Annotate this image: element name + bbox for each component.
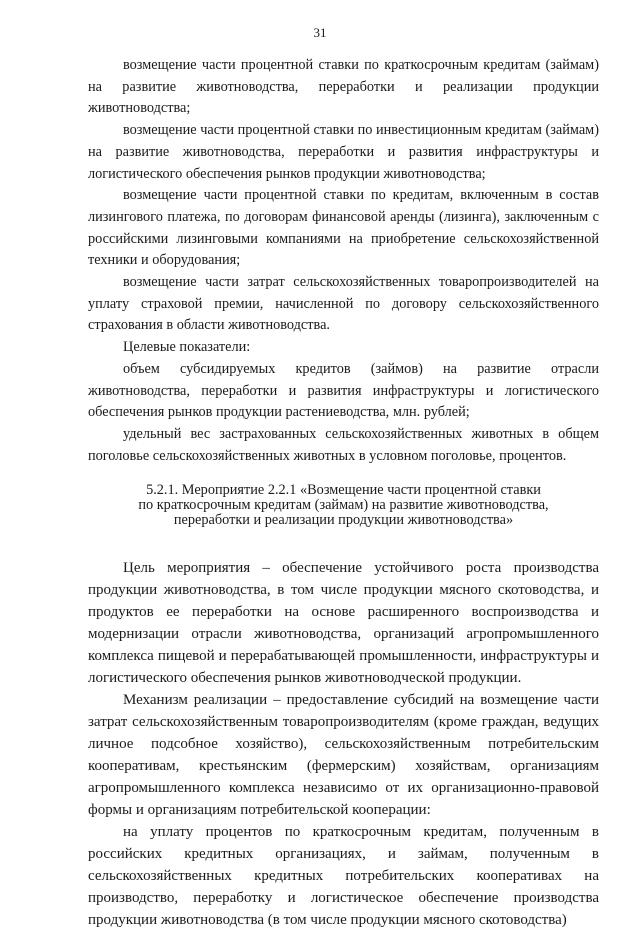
- heading-line: по краткосрочным кредитам (займам) на развитие животноводства,: [138, 496, 549, 513]
- paragraph: возмещение части процентной ставки по инвестиционным кредитам (займам) на развитие животноводства, переработки и развития инфраструктуры и логистического обеспечения рынков продукции животноводства;: [88, 122, 599, 182]
- paragraph: Механизм реализации – предоставление субсидий на возмещение части затрат сельскохозяйственным товаропроизводителям (кроме граждан, ведущих личное подсобное хозяйство), сельскохозяйственным потребительским кооперативам, крестьянским (фермерским) хозяйствам, организациям агропромышленного комплекса независимо от их организационно-правовой формы и организациям потребительской кооперации:: [88, 692, 599, 819]
- section-heading: [88, 483, 599, 527]
- paragraph: Цель мероприятия – обеспечение устойчивого роста производства продукции животноводства, в том числе продукции мясного скотоводства, и продуктов ее переработки на основе расширенного воспроизводства и модернизации отрасли животноводства, организаций агропромышленного комплекса пищевой и перерабатывающей промышленности, инфраструктуры и логистического обеспечения рынков животноводческой продукции.: [88, 560, 599, 687]
- measures-list: [88, 55, 599, 467]
- paragraph: на уплату процентов по краткосрочным кредитам, полученным в российских кредитных организациях, и займам, полученным в сельскохозяйственных кредитных потребительских кооперативах на производство, переработку и логистическое обеспечение производства продукции животноводства (в том числе продукции мясного скотоводства): [88, 824, 599, 929]
- heading-line: 5.2.1. Мероприятие 2.2.1 «Возмещение части процентной ставки: [146, 482, 541, 499]
- paragraph: возмещение части затрат сельскохозяйственных товаропроизводителей на уплату страховой премии, начисленной по договору сельскохозяйственного страхования в области животноводства.: [88, 274, 599, 334]
- heading-line: переработки и реализации продукции животноводства»: [173, 511, 514, 528]
- section-body: [88, 557, 599, 931]
- document-body: [88, 55, 599, 931]
- paragraph: Целевые показатели:: [123, 339, 251, 356]
- paragraph: возмещение части процентной ставки по кредитам, включенным в состав лизингового платежа, по договорам финансовой аренды (лизинга), заключенным с российскими лизинговыми компаниями на приобретение сельскохозяйственной техники и оборудования;: [88, 187, 599, 269]
- paragraph: удельный вес застрахованных сельскохозяйственных животных в общем поголовье сельскохозяйственных животных в условном поголовье, процентов.: [88, 425, 599, 464]
- paragraph: объем субсидируемых кредитов (займов) на развитие отрасли животноводства, переработки и развития инфраструктуры и логистического обеспечения рынков продукции растениеводства, млн. рублей;: [88, 360, 599, 421]
- paragraph: возмещение части процентной ставки по краткосрочным кредитам (займам) на развитие животноводства, переработки и реализации продукции животноводства;: [88, 57, 599, 117]
- page-number: 31: [313, 25, 327, 40]
